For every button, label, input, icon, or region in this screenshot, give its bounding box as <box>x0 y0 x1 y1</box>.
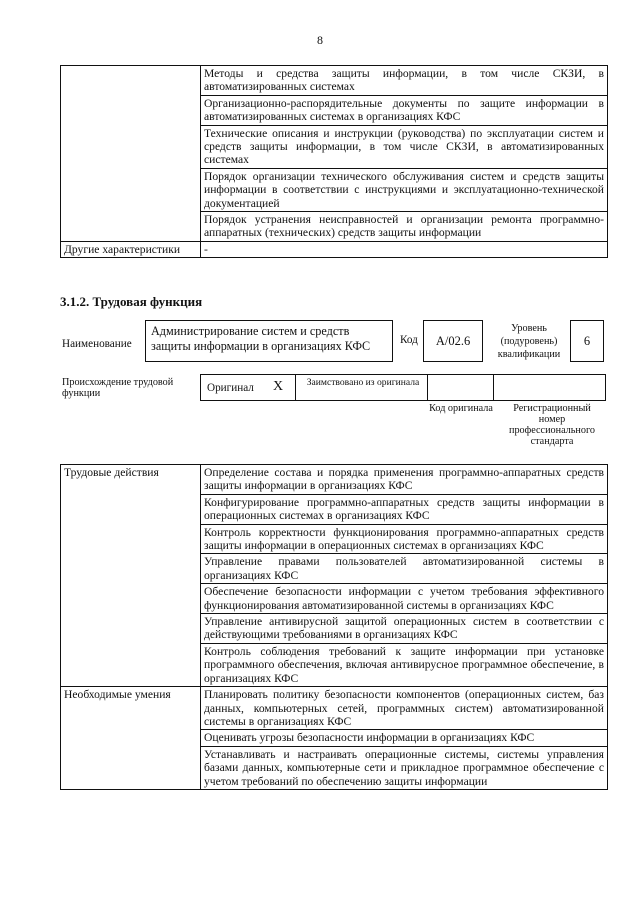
table-row <box>61 241 608 257</box>
divider <box>493 375 494 400</box>
action-item: Контроль соблюдения требований к защите информации при установке программного обеспечения, включая антивирусное программное обеспечение, в организациях КФС <box>201 643 608 686</box>
skill-item: Оценивать угрозы безопасности информации в организациях КФС <box>201 730 608 746</box>
level-value: 6 <box>570 320 604 362</box>
origin-label: Происхождение трудовой функции <box>62 377 174 399</box>
table-row <box>61 465 608 495</box>
function-code: A/02.6 <box>423 320 483 362</box>
page-number: 8 <box>317 33 323 47</box>
reg-caption: Регистрационный номер профессионального стандарта <box>509 403 595 447</box>
knowledge-item: Порядок устранения неисправностей и организации ремонта программно-аппаратных (технических) средств защиты информации <box>201 212 608 242</box>
action-item: Управление правами пользователей автоматизированной системы в организациях КФС <box>201 554 608 584</box>
original-label: Оригинал <box>207 382 254 394</box>
actions-label: Трудовые действия <box>61 465 201 687</box>
knowledge-label-cell <box>61 66 201 242</box>
actions-table <box>60 464 608 790</box>
function-name: Администрирование систем и средств защиты информации в организациях КФС <box>145 320 393 362</box>
action-item: Конфигурирование программно-аппаратных средств защиты информации в операционных системах в организациях КФС <box>201 494 608 524</box>
code-label: Код <box>400 334 418 346</box>
knowledge-item: Организационно-распорядительные документы по защите информации в автоматизированных системах в организациях КФС <box>201 95 608 125</box>
knowledge-item: Методы и средства защиты информации, в том числе СКЗИ, в автоматизированных системах <box>201 66 608 96</box>
knowledge-item: Порядок организации технического обслуживания систем и средств защиты информации в соответствии с инструкциями и эксплуатационно-технической документацией <box>201 168 608 211</box>
action-item: Контроль корректности функционирования программно-аппаратных средств защиты информации в операционных системах в организациях КФС <box>201 524 608 554</box>
divider <box>427 375 428 400</box>
other-characteristics-label: Другие характеристики <box>61 241 201 257</box>
borrowed-label: Заимствовано из оригинала <box>306 377 420 388</box>
table-row <box>61 66 608 96</box>
origin-box <box>200 374 606 401</box>
name-label: Наименование <box>62 338 132 350</box>
action-item: Управление антивирусной защитой операционных систем в соответствии с действующими требованиями в организациях КФС <box>201 614 608 644</box>
original-mark: X <box>273 379 284 394</box>
code-caption: Код оригинала <box>429 403 493 414</box>
table-row <box>61 687 608 730</box>
skill-item: Планировать политику безопасности компонентов (операционных систем, баз данных, компьютерных сетей, программных систем) автоматизированной системы в организациях КФС <box>201 687 608 730</box>
action-item: Обеспечение безопасности информации с учетом требования эффективного функционирования автоматизированной системы в организациях КФС <box>201 584 608 614</box>
divider <box>295 375 296 400</box>
skills-label: Необходимые умения <box>61 687 201 790</box>
other-characteristics-value: - <box>201 241 608 257</box>
level-label: Уровень (подуровень) квалификации <box>497 323 561 360</box>
action-item: Определение состава и порядка применения программно-аппаратных средств защиты информации в организациях КФС <box>201 465 608 495</box>
knowledge-table <box>60 65 608 258</box>
knowledge-item: Технические описания и инструкции (руководства) по эксплуатации систем и средств защиты информации, в том числе СКЗИ, в автоматизированных системах <box>201 125 608 168</box>
skill-item: Устанавливать и настраивать операционные системы, системы управления базами данных, компьютерные сети и прикладное программное обеспечение с учетом требований по обеспечению защиты информации <box>201 746 608 789</box>
section-title: 3.1.2. Трудовая функция <box>60 294 203 309</box>
